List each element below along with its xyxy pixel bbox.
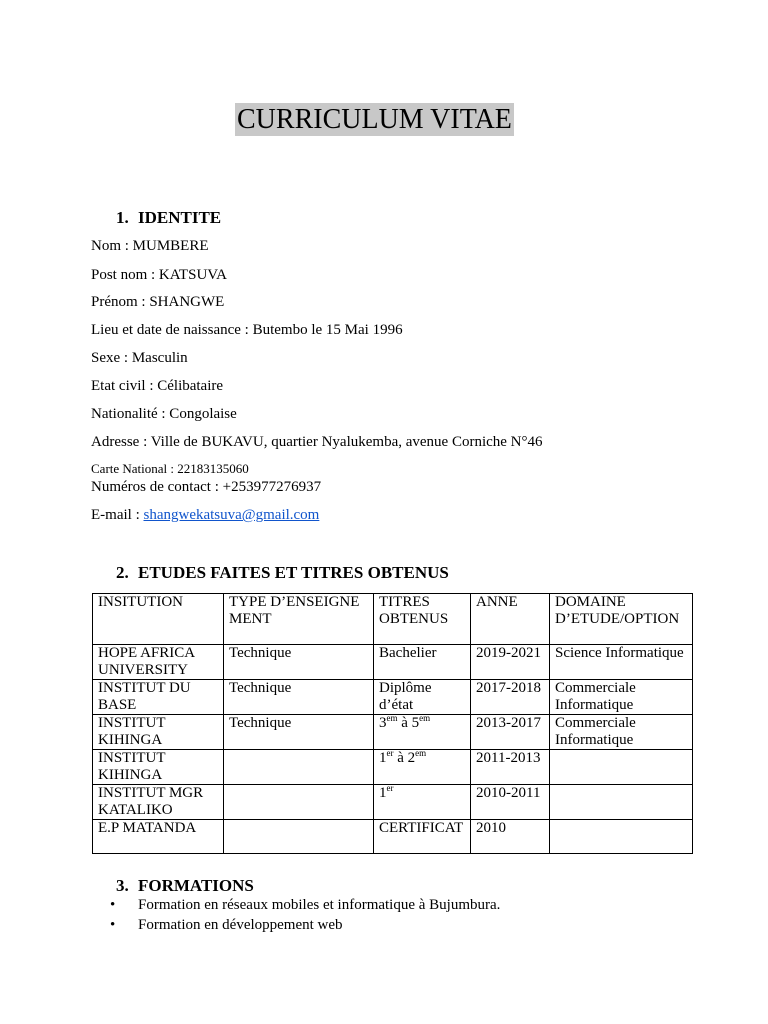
table-cell: 1er [374, 785, 471, 820]
table-cell: Bachelier [374, 645, 471, 680]
table-cell [550, 820, 693, 854]
table-cell [224, 820, 374, 854]
list-item: • Formation en développement web [110, 917, 343, 933]
table-cell: $3^{em}$ à $5^{em}$ [374, 715, 471, 750]
field-nationalite: Nationalité : Congolaise [91, 406, 237, 422]
table-cell: Technique [224, 645, 374, 680]
table-cell: Technique [224, 680, 374, 715]
field-naissance: Lieu et date de naissance : Butembo le 15 Mai 1996 [91, 322, 403, 338]
bullet-icon: • [110, 917, 116, 933]
header-cell: ANNE [471, 594, 550, 645]
header-cell: INSITUTION [93, 594, 224, 645]
field-contact: Numéros de contact : +253977276937 [91, 479, 322, 495]
table-cell: Diplôme d’état [374, 680, 471, 715]
table-header-row [93, 594, 693, 645]
table-cell [224, 785, 374, 820]
table-cell: INSTITUT MGR KATALIKO [93, 785, 224, 820]
field-etat-civil: Etat civil : Célibataire [91, 378, 224, 394]
table-row [93, 680, 693, 715]
table-cell: 1er à $2^{em}$ [374, 750, 471, 785]
formations-list [110, 897, 500, 937]
table-cell: CERTIFICAT [374, 820, 471, 854]
table-cell: 2011-2013 [471, 750, 550, 785]
field-carte: Carte National : 22183135060 [91, 461, 249, 476]
field-post-nom: Post nom : KATSUVA [91, 267, 228, 283]
table-cell: HOPE AFRICA UNIVERSITY [93, 645, 224, 680]
section-title: ETUDES FAITES ET TITRES OBTENUS [138, 563, 449, 582]
table-cell: 2017-2018 [471, 680, 550, 715]
section-identity-heading [116, 208, 221, 228]
table-cell: Commerciale Informatique [550, 715, 693, 750]
section-number: 1. [116, 208, 129, 227]
table-cell: INSTITUT KIHINGA [93, 715, 224, 750]
studies-table [92, 593, 693, 854]
table-row [93, 785, 693, 820]
table-cell: 2010 [471, 820, 550, 854]
section-number: 2. [116, 563, 129, 582]
table-cell [550, 785, 693, 820]
header-cell: TITRES OBTENUS [374, 594, 471, 645]
table-cell: INSTITUT DU BASE [93, 680, 224, 715]
list-item: • Formation en réseaux mobiles et informatique à Bujumbura. [110, 897, 501, 913]
field-email [91, 507, 319, 524]
table-row [93, 645, 693, 680]
email-link[interactable]: shangwekatsuva@gmail.com [143, 507, 320, 523]
table-row [93, 715, 693, 750]
section-formations-heading [116, 876, 254, 896]
section-number: 3. [116, 876, 129, 895]
table-cell: E.P MATANDA [93, 820, 224, 854]
table-cell [550, 750, 693, 785]
section-title: FORMATIONS [138, 876, 254, 895]
field-adresse: Adresse : Ville de BUKAVU, quartier Nyalukemba, avenue Corniche N°46 [91, 434, 543, 450]
table-cell: 2013-2017 [471, 715, 550, 750]
email-label: E-mail : [91, 507, 144, 523]
table-cell: Science Informatique [550, 645, 693, 680]
table-cell: Technique [224, 715, 374, 750]
header-cell: TYPE D’ENSEIGNEMENT [224, 594, 374, 645]
table-row [93, 820, 693, 854]
table-cell: 2019-2021 [471, 645, 550, 680]
field-prenom: Prénom : SHANGWE [91, 294, 225, 310]
header-cell: DOMAINE D’ETUDE/OPTION [550, 594, 693, 645]
table-cell: Commerciale Informatique [550, 680, 693, 715]
table-cell: 2010-2011 [471, 785, 550, 820]
table-cell [224, 750, 374, 785]
table-row [93, 750, 693, 785]
bullet-icon: • [110, 897, 116, 913]
table-cell: INSTITUT KIHINGA [93, 750, 224, 785]
field-nom: Nom : MUMBERE [91, 238, 209, 254]
document-title: CURRICULUM VITAE [237, 104, 512, 135]
section-studies-heading [116, 563, 449, 583]
section-title: IDENTITE [138, 208, 222, 227]
field-sexe: Sexe : Masculin [91, 350, 188, 366]
